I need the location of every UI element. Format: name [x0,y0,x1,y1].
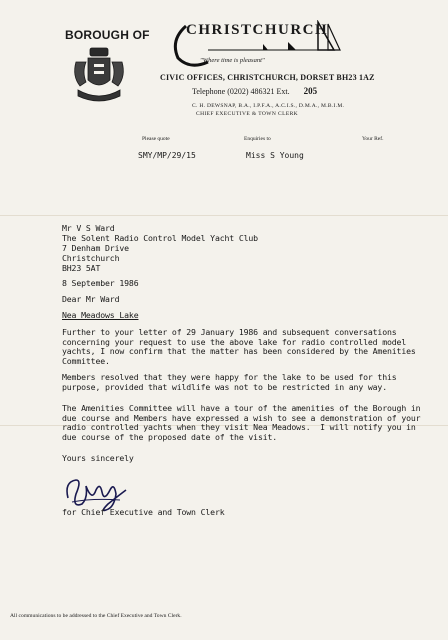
recipient-name: Mr V S Ward [62,223,115,233]
please-quote-value: SMY/MP/29/15 [138,151,196,160]
salutation: Dear Mr Ward [62,294,120,304]
logo-motto: "Where time is pleasant" [200,57,265,64]
paragraph-2: Members resolved that they were happy for the lake to be used for this purpose, provided that wildlife was not to be restricted in any way. [62,372,397,392]
telephone-line [192,86,317,96]
extension-number: 205 [303,86,318,96]
enquiries-label: Enquiries to [244,136,271,142]
recipient-organisation: The Solent Radio Control Model Yacht Club [62,233,258,243]
civic-address: CIVIC OFFICES, CHRISTCHURCH, DORSET BH23 1AZ [160,73,375,82]
officer-name: C. H. DEWSNAP, B.A., I.P.F.A., A.C.I.S., D.M.A., M.B.I.M. [192,103,345,109]
officer-title: CHIEF EXECUTIVE & TOWN CLERK [196,111,299,117]
footer-note: All communications to be addressed to the Chief Executive and Town Clerk. [10,613,182,619]
borough-heading: BOROUGH OF [65,28,150,42]
closing: Yours sincerely [62,453,134,463]
telephone-text: Telephone (0202) 486321 Ext. [192,87,290,96]
borough-crest-icon [68,46,130,108]
paragraph-3: The Amenities Committee will have a tour of the amenities of the Borough in due course and Members have expressed a wish to see a demonstration of your radio controlled yachts when they visit Nea Meadows. I will notify you in due course of the proposed date of the visit. [62,403,421,442]
enquiries-value: Miss S Young [246,151,304,160]
recipient-town: Christchurch [62,253,120,263]
recipient-street: 7 Denham Drive [62,243,129,253]
your-ref-label: Your Ref. [362,136,384,142]
signatory-line: for Chief Executive and Town Clerk [62,507,225,517]
paragraph-1: Further to your letter of 29 January 1986 and subsequent conversations concerning your request to use the above lake for radio controlled model yachts, I now confirm that the matter has been considered by the Amenities Committee. [62,327,416,366]
please-quote-label: Please quote [142,136,170,142]
fold-line [0,215,448,216]
subject-line: Nea Meadows Lake [62,310,139,320]
letter-date: 8 September 1986 [62,278,139,288]
recipient-postcode: BH23 5AT [62,263,101,273]
logo-wordmark: CHRISTCHURCH [186,22,329,38]
